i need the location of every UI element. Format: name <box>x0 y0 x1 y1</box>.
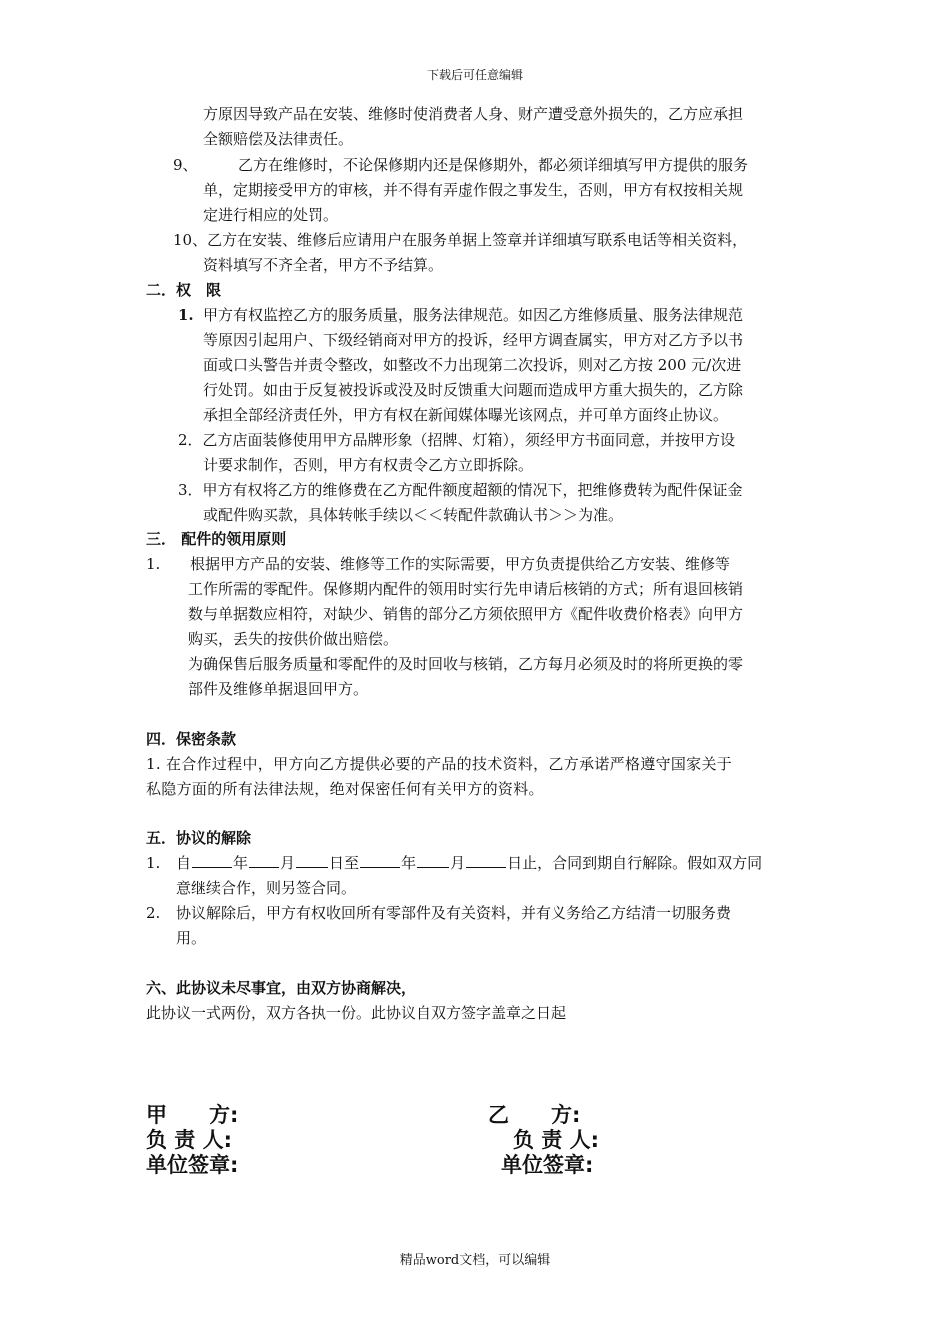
section2-item1-line1: 甲方有权监控乙方的服务质量，服务法律规范。如因乙方维修质量、服务法律规范 <box>203 306 744 324</box>
section3-line1: 根据甲方产品的安装、维修等工作的实际需要，甲方负责提供给乙方安装、维修等 <box>190 555 731 573</box>
item10-line2: 资料填写不齐全者，甲方不予结算。 <box>203 256 444 274</box>
section5-item1-line2: 意继续合作，则另签合同。 <box>176 879 357 897</box>
item9-line2: 单，定期接受甲方的审核，并不得有弄虚作假之事发生，否则，甲方有权按相关规 <box>203 181 744 199</box>
word-yue-2: 月 <box>450 854 466 872</box>
blank-end-day <box>466 852 506 868</box>
word-rizhi: 日至 <box>329 854 360 872</box>
section2-item1-line2: 等原因引起用户、下级经销商对甲方的投诉，经甲方调查属实，甲方对乙方予以书 <box>203 331 744 349</box>
section5-item2-line1: 协议解除后，甲方有权收回所有零部件及有关资料，并有义务给乙方结清一切服务费 <box>176 904 732 922</box>
section2-item2-line1: 2．乙方店面装修使用甲方品牌形象（招牌、灯箱），须经甲方书面同意，并按甲方设 <box>178 431 736 449</box>
item9-line1: 乙方在维修时，不论保修期内还是保修期外，都必须详细填写甲方提供的服务 <box>238 156 749 174</box>
section3-line2: 工作所需的零配件。保修期内配件的领用时实行先申请后核销的方式；所有退回核销 <box>188 580 744 598</box>
party-b-label: 乙 方: <box>488 1103 581 1127</box>
section2-item1-line4: 行处罚。如由于反复被投诉或没及时反馈重大问题而造成甲方重大损失的，乙方除 <box>203 381 744 399</box>
section5-item2-number: 2. <box>146 904 161 922</box>
section3-line4: 购买，丢失的按供价做出赔偿。 <box>188 630 399 648</box>
section2-item1-line5: 承担全部经济责任外，甲方有权在新闻媒体曝光该网点，并可单方面终止协议。 <box>203 406 729 424</box>
section6-title: 六、此协议未尽事宜，由双方协商解决， <box>146 979 417 997</box>
section4-title: 四．保密条款 <box>146 730 237 748</box>
section5-item1-number: 1. <box>146 854 161 872</box>
section5-title: 五．协议的解除 <box>146 829 252 847</box>
blank-start-year <box>192 852 232 868</box>
blank-start-day <box>296 852 328 868</box>
page-header-note: 下载后可任意编辑 <box>426 68 523 82</box>
word-zi: 自 <box>176 854 192 872</box>
item8-line1: 方原因导致产品在安装、维修时使消费者人身、财产遭受意外损失的，乙方应承担 <box>203 105 744 123</box>
section3-line3: 数与单据数应相符，对缺少、销售的部分乙方须依照甲方《配件收费价格表》向甲方 <box>188 605 744 623</box>
party-a-label: 甲 方: <box>146 1103 239 1127</box>
section2-item2-line2: 计要求制作，否则，甲方有权责令乙方立即拆除。 <box>203 456 534 474</box>
party-b-seal-label: 单位签章: <box>501 1153 594 1177</box>
section3-line6: 部件及维修单据退回甲方。 <box>188 680 369 698</box>
section2-item1-number: 1. <box>178 306 194 324</box>
item9-line3: 定进行相应的处罚。 <box>203 206 339 224</box>
section4-line2: 私隐方面的所有法律法规，绝对保密任何有关甲方的资料。 <box>146 780 544 798</box>
section4-line1: 1. 在合作过程中，甲方向乙方提供必要的产品的技术资料，乙方承诺严格遵守国家关于 <box>146 755 733 773</box>
word-yue: 月 <box>280 854 296 872</box>
section3-item1-number: 1. <box>146 555 161 573</box>
blank-start-month <box>249 852 279 868</box>
page-footer-note: 精品word文档，可以编辑 <box>399 1253 551 1268</box>
section3-title: 三． 配件的领用原则 <box>146 530 287 548</box>
section2-item1-line3: 面或口头警告并责令整改，如整改不力出现第二次投诉，则对乙方按 200 元/次进 <box>203 356 742 374</box>
word-nian-2: 年 <box>401 854 417 872</box>
party-a-responsible-label: 负 责 人: <box>146 1128 233 1152</box>
word-rizhi-2: 日止，合同到期自行解除。假如双方同 <box>507 854 763 872</box>
section2-item3-line2: 或配件购买款，具体转帐手续以＜＜转配件款确认书＞＞为准。 <box>203 506 624 524</box>
word-nian: 年 <box>233 854 249 872</box>
item10-line1: 10、乙方在安装、维修后应请用户在服务单据上签章并详细填写联系电话等相关资料， <box>173 231 748 249</box>
section6-line1: 此协议一式两份，双方各执一份。此协议自双方签字盖章之日起 <box>146 1004 567 1022</box>
section5-item1-line1 <box>176 851 762 876</box>
section2-title: 二．权 限 <box>146 281 222 299</box>
item8-line2: 全额赔偿及法律责任。 <box>203 130 354 148</box>
blank-end-month <box>417 852 449 868</box>
blank-end-year <box>360 852 400 868</box>
party-a-seal-label: 单位签章: <box>146 1153 239 1177</box>
section2-item3-line1: 3．甲方有权将乙方的维修费在乙方配件额度超额的情况下，把维修费转为配件保证金 <box>178 481 743 499</box>
party-b-responsible-label: 负 责 人: <box>513 1128 600 1152</box>
section3-line5: 为确保售后服务质量和零配件的及时回收与核销，乙方每月必须及时的将所更换的零 <box>188 655 744 673</box>
item9-number: 9、 <box>173 156 198 174</box>
section5-item2-line2: 用。 <box>176 929 207 947</box>
